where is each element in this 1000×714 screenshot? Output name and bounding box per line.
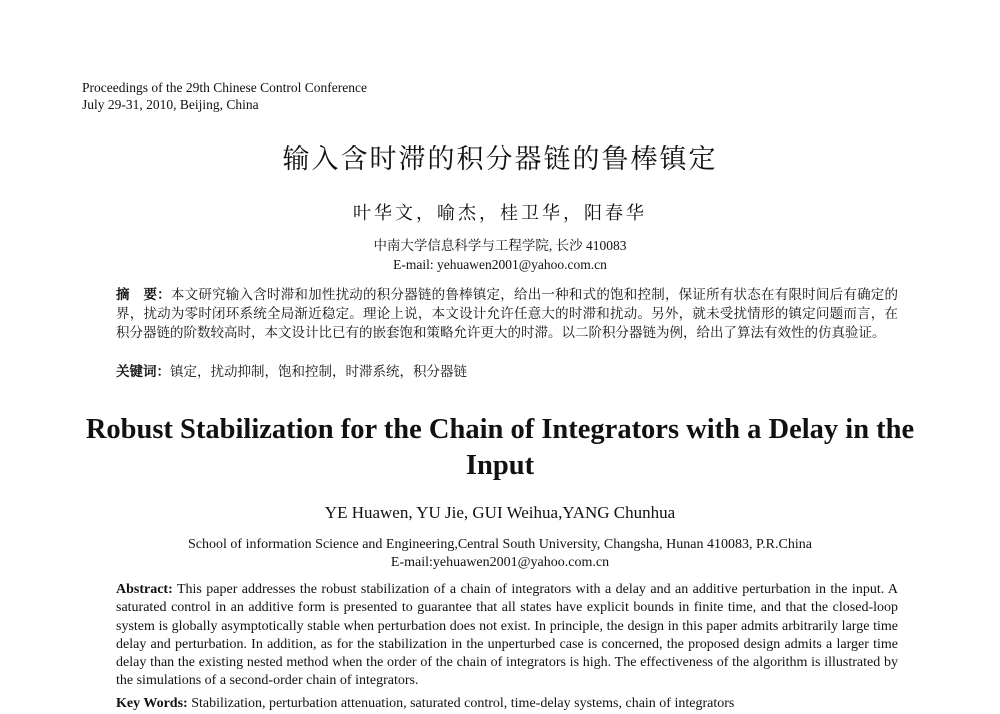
english-email: E-mail:yehuawen2001@yahoo.com.cn xyxy=(390,555,610,570)
chinese-authors: 叶华文，喻杰，桂卫华，阳春华 xyxy=(353,203,647,224)
chinese-affiliation: 中南大学信息科学与工程学院, 长沙 410083 xyxy=(373,238,627,253)
proceedings-date: July 29-31, 2010, Beijing, China xyxy=(82,97,259,112)
english-keywords-text: Stabilization, perturbation attenuation, saturated control, time-delay systems, chain of integrators xyxy=(191,696,735,711)
english-keywords xyxy=(116,695,898,713)
english-authors: YE Huawen, YU Jie, GUI Weihua,YANG Chunhua xyxy=(324,503,676,522)
chinese-abstract-text: 本文研究输入含时滞和加性扰动的积分器链的鲁棒镇定，给出一种和式的饱和控制，保证所有状态在有限时间后有确定的界，扰动为零时闭环系统全局渐近稳定。理论上说，本文设计允许任意大的时滞和扰动。另外，就未受扰情形的镇定问题而言，在积分器链的阶数较高时，本文设计比已有的嵌套饱和策略允许更大的时滞。以二阶积分器链为例，给出了算法有效性的仿真验证。 xyxy=(116,287,899,341)
proceedings-title: Proceedings of the 29th Chinese Control Conference xyxy=(82,80,367,95)
chinese-keywords-label: 关键词： xyxy=(116,364,170,380)
english-keywords-label: Key Words: xyxy=(116,696,188,711)
english-abstract xyxy=(116,581,898,691)
english-affiliation: School of information Science and Engineering,Central South University, Changsha, Hunan 410083, P.R.China xyxy=(188,537,812,552)
chinese-email: E-mail: yehuawen2001@yahoo.com.cn xyxy=(393,257,607,272)
proceedings-header xyxy=(82,79,367,113)
english-affiliation-block xyxy=(0,536,1000,572)
chinese-affiliation-block xyxy=(0,236,1000,274)
english-title: Robust Stabilization for the Chain of Integrators with a Delay in the Input xyxy=(85,414,915,481)
english-abstract-text: This paper addresses the robust stabilization of a chain of integrators with a delay and an additive perturbation in the input. A saturated control in an additive form is presented to guarantee that all states have explicit bounds in finite time, and that the closed-loop system is globally asymptotically stable when perturbation does not exist. In principle, the design in this paper admits arbitrarily large time delay and perturbation. In addition, as for the stabilization in the unperturbed case is concerned, the proposed design admits a larger time delay than the existing nested method when the order of the chain of integrators is high. The effectiveness of the algorithm is illustrated by the simulations of a second-order chain of integrators. xyxy=(116,582,898,689)
english-abstract-label: Abstract: xyxy=(116,582,173,597)
chinese-title: 输入含时滞的积分器链的鲁棒镇定 xyxy=(282,144,718,175)
chinese-keywords-text: 镇定，扰动抑制，饱和控制，时滞系统，积分器链 xyxy=(170,364,467,380)
chinese-abstract xyxy=(116,286,898,343)
chinese-keywords xyxy=(116,363,898,382)
chinese-abstract-label: 摘 要： xyxy=(116,287,171,303)
